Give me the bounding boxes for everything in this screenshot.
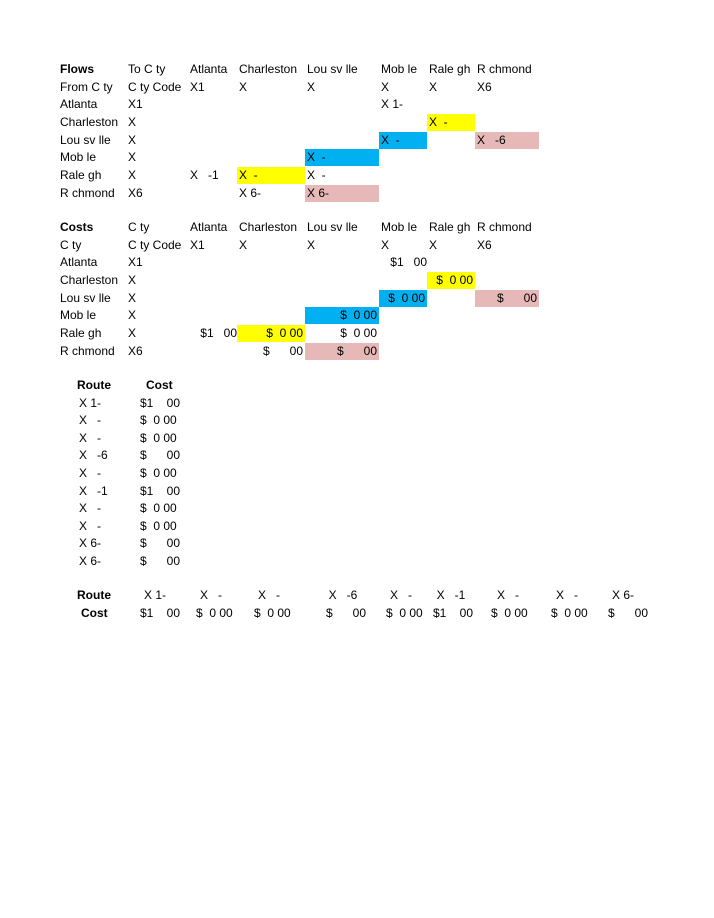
route-list-route: X 1- xyxy=(79,396,102,410)
costs-header-charleston: Charleston xyxy=(239,220,298,234)
flows-code-charleston: X xyxy=(239,80,248,94)
cost-row-cell: $ 0 00 xyxy=(491,606,528,620)
costs-row-code: X6 xyxy=(128,344,143,358)
flows-cell-var-highlight: X 6- xyxy=(305,185,379,202)
costs-cell: $ 0 00 xyxy=(340,326,377,340)
flows-cell-var-highlight: X - xyxy=(237,167,305,184)
cost-row-cell: $ 00 xyxy=(608,606,649,620)
flows-row-label: Lou sv lle xyxy=(60,133,111,147)
flows-row-code: X6 xyxy=(128,186,143,200)
route-list-cost: $ 0 00 xyxy=(140,519,177,533)
costs-header-mobile: Mob le xyxy=(381,220,418,234)
cost-row-label: Cost xyxy=(81,606,108,620)
costs-row-code: X xyxy=(128,308,137,322)
costs-cell-highlight: $ 0 00 xyxy=(427,272,475,289)
route-row-cell: X -6 xyxy=(328,588,358,602)
flows-header-mobile: Mob le xyxy=(381,62,418,76)
cost-row-cell: $ 0 00 xyxy=(386,606,423,620)
flows-row-code: X xyxy=(128,150,137,164)
route-list-route: X - xyxy=(79,466,102,480)
costs-cell-highlight: $ 0 00 xyxy=(237,325,305,342)
flows-code-mobile: X xyxy=(381,80,390,94)
flows-code-louisville: X xyxy=(307,80,316,94)
costs-row-label: Mob le xyxy=(60,308,97,322)
route-row-cell: X -1 xyxy=(436,588,466,602)
flows-code-richmond: X6 xyxy=(477,80,492,94)
flows-row-label: Atlanta xyxy=(60,97,98,111)
flows-title: Flows xyxy=(60,62,95,76)
flows-code-raleigh: X xyxy=(429,80,438,94)
flows-row-label: Rale gh xyxy=(60,168,102,182)
route-list-cost: $ 0 00 xyxy=(140,431,177,445)
route-list-cost: $ 00 xyxy=(140,554,181,568)
costs-cell-highlight: $ 00 xyxy=(305,343,379,360)
route-row-cell: X - xyxy=(199,588,222,602)
flows-cell-var: X 1- xyxy=(381,97,404,111)
costs-row-label: R chmond xyxy=(60,344,115,358)
costs-row-label: Lou sv lle xyxy=(60,291,111,305)
costs-row-code: X xyxy=(128,291,137,305)
costs-code-richmond: X6 xyxy=(477,238,492,252)
route-list-header-route: Route xyxy=(77,378,111,392)
costs-cell-highlight: $ 0 00 xyxy=(305,307,379,324)
cost-row-cell: $ 0 00 xyxy=(196,606,233,620)
flows-cell-var: X - xyxy=(307,168,326,182)
route-list-cost: $ 00 xyxy=(140,448,181,462)
costs-header-richmond: R chmond xyxy=(477,220,532,234)
flows-row-code: X xyxy=(128,115,137,129)
flows-cell-var-highlight: X - xyxy=(305,149,379,166)
flows-row-label: Mob le xyxy=(60,150,97,164)
route-list-route: X - xyxy=(79,519,102,533)
flows-cell-var-highlight: X -6 xyxy=(475,132,539,149)
flows-header-city-code: C ty Code xyxy=(128,80,182,94)
flows-row-code: X xyxy=(128,133,137,147)
flows-row-code: X xyxy=(128,168,137,182)
route-row-cell: X - xyxy=(496,588,519,602)
route-list-route: X - xyxy=(79,413,102,427)
costs-code-louisville: X xyxy=(307,238,316,252)
flows-row-label: Charleston xyxy=(60,115,119,129)
costs-code-charleston: X xyxy=(239,238,248,252)
route-list-cost: $ 0 00 xyxy=(140,501,177,515)
flows-cell-var: X 6- xyxy=(239,186,262,200)
costs-cell: $1 00 xyxy=(390,255,427,269)
cost-row-cell: $ 0 00 xyxy=(254,606,291,620)
costs-header-raleigh: Rale gh xyxy=(429,220,471,234)
route-list-cost: $1 00 xyxy=(140,396,181,410)
flows-header-from-city: From C ty xyxy=(60,80,113,94)
route-row-cell: X 1- xyxy=(143,588,166,602)
flows-row-code: X1 xyxy=(128,97,143,111)
route-list-route: X - xyxy=(79,501,102,515)
costs-row-label: Charleston xyxy=(60,273,119,287)
costs-header-atlanta: Atlanta xyxy=(190,220,228,234)
route-list-cost: $ 0 00 xyxy=(140,466,177,480)
costs-header-city-row: C ty xyxy=(60,238,82,252)
cost-row-cell: $1 00 xyxy=(140,606,181,620)
route-row-cell: X - xyxy=(389,588,412,602)
route-row-label: Route xyxy=(77,588,111,602)
flows-row-label: R chmond xyxy=(60,186,115,200)
flows-header-richmond: R chmond xyxy=(477,62,532,76)
flows-header-atlanta: Atlanta xyxy=(190,62,228,76)
route-list-cost: $ 00 xyxy=(140,536,181,550)
costs-cell: $ 00 xyxy=(262,344,303,358)
costs-code-atlanta: X1 xyxy=(190,238,205,252)
route-row-cell: X - xyxy=(555,588,578,602)
costs-title: Costs xyxy=(60,220,94,234)
costs-cell: $1 00 xyxy=(200,326,237,340)
flows-header-to-city: To C ty xyxy=(128,62,166,76)
route-list-cost: $ 0 00 xyxy=(140,413,177,427)
route-list-route: X -6 xyxy=(79,448,108,462)
cost-row-cell: $ 00 xyxy=(326,606,367,620)
flows-cell-var-highlight: X - xyxy=(427,114,475,131)
costs-row-code: X xyxy=(128,326,137,340)
costs-row-label: Atlanta xyxy=(60,255,98,269)
costs-header-city: C ty xyxy=(128,220,150,234)
costs-cell-highlight: $ 00 xyxy=(475,290,539,307)
costs-cell-highlight: $ 0 00 xyxy=(379,290,427,307)
flows-header-louisville: Lou sv lle xyxy=(307,62,358,76)
route-list-route: X - xyxy=(79,431,102,445)
flows-cell-var: X -1 xyxy=(190,168,219,182)
route-list-route: X 6- xyxy=(79,554,102,568)
route-row-cell: X - xyxy=(257,588,280,602)
costs-header-louisville: Lou sv lle xyxy=(307,220,358,234)
costs-row-code: X xyxy=(128,273,137,287)
flows-cell-var-highlight: X - xyxy=(379,132,427,149)
flows-code-atlanta: X1 xyxy=(190,80,205,94)
flows-header-raleigh: Rale gh xyxy=(429,62,471,76)
costs-row-label: Rale gh xyxy=(60,326,102,340)
route-list-route: X 6- xyxy=(79,536,102,550)
route-list-route: X -1 xyxy=(79,484,108,498)
cost-row-cell: $1 00 xyxy=(433,606,474,620)
cost-row-cell: $ 0 00 xyxy=(551,606,588,620)
costs-code-raleigh: X xyxy=(429,238,438,252)
costs-code-mobile: X xyxy=(381,238,390,252)
route-list-cost: $1 00 xyxy=(140,484,181,498)
costs-header-city-code: C ty Code xyxy=(128,238,182,252)
route-row-cell: X 6- xyxy=(611,588,634,602)
route-list-header-cost: Cost xyxy=(146,378,173,392)
flows-header-charleston: Charleston xyxy=(239,62,298,76)
costs-row-code: X1 xyxy=(128,255,143,269)
